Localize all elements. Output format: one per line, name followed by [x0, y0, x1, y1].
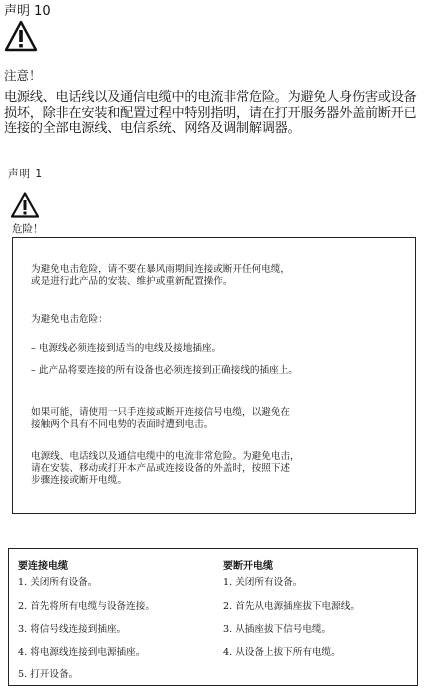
disconnect-step: 1. 关闭所有设备。	[223, 577, 303, 588]
disconnect-step: 2. 首先从电源插座拔下电源线。	[223, 601, 360, 612]
cable-steps-table	[8, 548, 418, 686]
warning-triangle-icon	[10, 192, 40, 218]
disconnect-heading: 要断开电缆	[223, 561, 273, 572]
notice-text: 如果可能，请使用一只手连接或断开连接信号电缆，以避免在	[31, 407, 291, 418]
danger-label: 危险！	[12, 223, 44, 235]
notice-text: 为避免电击危险，请不要在暴风雨期间连接或断开任何电缆，	[31, 264, 291, 275]
danger-notice-box	[12, 237, 416, 514]
disconnect-step: 4. 从设备上拔下所有电缆。	[223, 647, 341, 658]
statement-1-title: 声明 1	[8, 168, 44, 180]
connect-step: 5. 打开设备。	[18, 669, 79, 680]
notice-bullet: – 此产品将要连接的所有设备也必须连接到正确接线的插座上。	[31, 365, 298, 376]
statement-10-title: 声明 10	[4, 4, 51, 19]
notice-text: 或是进行此产品的安装、维护或重新配置操作。	[31, 276, 233, 287]
connect-step: 1. 关闭所有设备。	[18, 577, 98, 588]
statement-10-body: 电源线、电话线以及通信电缆中的电流非常危险。为避免人身伤害或设备损坏，除非在安装和配置过程中特别指明，请在打开服务器外盖前断开已连接的全部电源线、电信系统、网络及调制解调器。	[4, 90, 417, 136]
caution-label: 注意！	[4, 68, 42, 83]
notice-text: 电源线、电话线以及通信电缆中的电流非常危险。为避免电击，	[31, 451, 300, 462]
connect-step: 3. 将信号线连接到插座。	[18, 624, 127, 635]
notice-text: 接触两个具有不同电势的表面时遭到电击。	[31, 419, 214, 430]
notice-text: 为避免电击危险：	[31, 314, 108, 325]
notice-text: 步骤连接或断开电缆。	[31, 475, 127, 486]
notice-text: 请在安装、移动或打开本产品或连接设备的外盖时，按照下述	[31, 463, 291, 474]
connect-step: 4. 将电源线连接到电源插座。	[18, 647, 146, 658]
notice-bullet: – 电源线必须连接到适当的电线及接地插座。	[31, 343, 222, 354]
connect-step: 2. 首先将所有电缆与设备连接。	[18, 601, 155, 612]
connect-heading: 要连接电缆	[18, 561, 68, 572]
warning-triangle-icon	[4, 20, 38, 52]
disconnect-step: 3. 从插座拔下信号电缆。	[223, 624, 332, 635]
